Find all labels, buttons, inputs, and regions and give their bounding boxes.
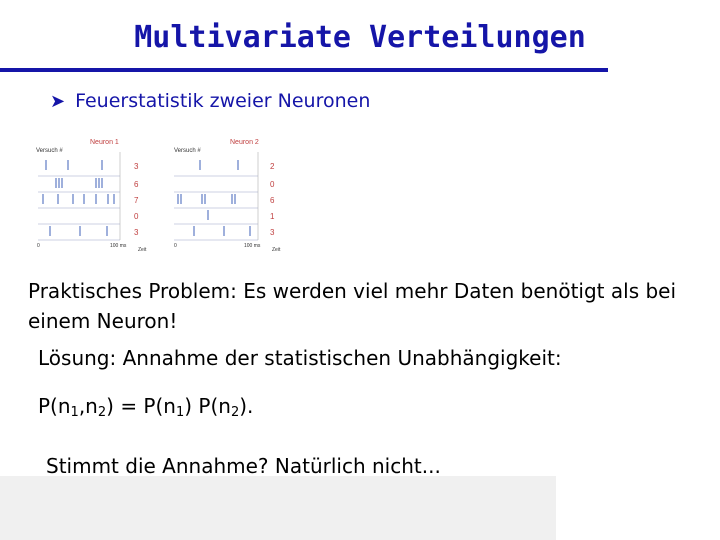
- arrow-bullet-icon: ➤: [50, 91, 66, 112]
- formula-subscript: 1: [70, 405, 79, 420]
- formula-subscript: 2: [230, 405, 240, 420]
- formula-part: ,n: [78, 394, 98, 418]
- independence-formula: [38, 394, 253, 418]
- panel2-header: Neuron 2: [230, 139, 259, 146]
- panel1-count: 6: [134, 180, 139, 189]
- panel2-count: 3: [270, 228, 275, 237]
- panel2-count: 2: [270, 162, 275, 171]
- formula-subscript: 2: [97, 405, 107, 420]
- raster-panel-neuron2: [174, 139, 281, 253]
- problem-text: Praktisches Problem: Es werden viel mehr Daten benötigt als bei einem Neuron!: [28, 279, 677, 333]
- spike-raster-figure: [28, 130, 290, 256]
- solution-text: Lösung: Annahme der statistischen Unabhängigkeit:: [38, 346, 562, 370]
- bullet-text: Feuerstatistik zweier Neuronen: [75, 90, 371, 112]
- panel2-count: 0: [270, 180, 275, 189]
- panel2-row-lines: [174, 176, 258, 240]
- formula-part: P(n: [38, 394, 71, 418]
- panel2-ylabel: Versuch #: [174, 148, 201, 154]
- raster-panel-neuron1: [36, 139, 147, 253]
- bullet-item: [50, 90, 370, 112]
- panel2-x-end: 100 ms: [244, 243, 261, 249]
- slide-title: Multivariate Verteilungen: [134, 20, 586, 55]
- formula-part: ) = P(n: [106, 394, 176, 418]
- title-underline: [0, 68, 608, 72]
- panel1-count: 3: [134, 162, 139, 171]
- panel1-spikes: [43, 160, 114, 236]
- panel2-spikes: [178, 160, 250, 236]
- panel2-counts: [270, 162, 275, 237]
- panel1-count: 7: [134, 196, 139, 205]
- panel2-x-start: 0: [174, 243, 177, 249]
- formula-part: ) P(n: [184, 394, 231, 418]
- footer-band: [0, 476, 556, 540]
- panel1-ylabel: Versuch #: [36, 148, 63, 154]
- question-text: Stimmt die Annahme? Natürlich nicht...: [46, 454, 441, 478]
- panel1-header: Neuron 1: [90, 139, 119, 146]
- formula-part: ).: [239, 394, 254, 418]
- panel1-x-end: 100 ms: [110, 243, 127, 249]
- panel1-x-unit: Zeit: [138, 247, 147, 253]
- panel1-count: 3: [134, 228, 139, 237]
- panel1-counts: [134, 162, 139, 237]
- panel1-count: 0: [134, 212, 139, 221]
- panel2-x-unit: Zeit: [272, 247, 281, 253]
- panel1-x-start: 0: [37, 243, 40, 249]
- formula-subscript: 1: [175, 405, 185, 420]
- panel2-count: 1: [270, 212, 275, 221]
- panel2-count: 6: [270, 196, 275, 205]
